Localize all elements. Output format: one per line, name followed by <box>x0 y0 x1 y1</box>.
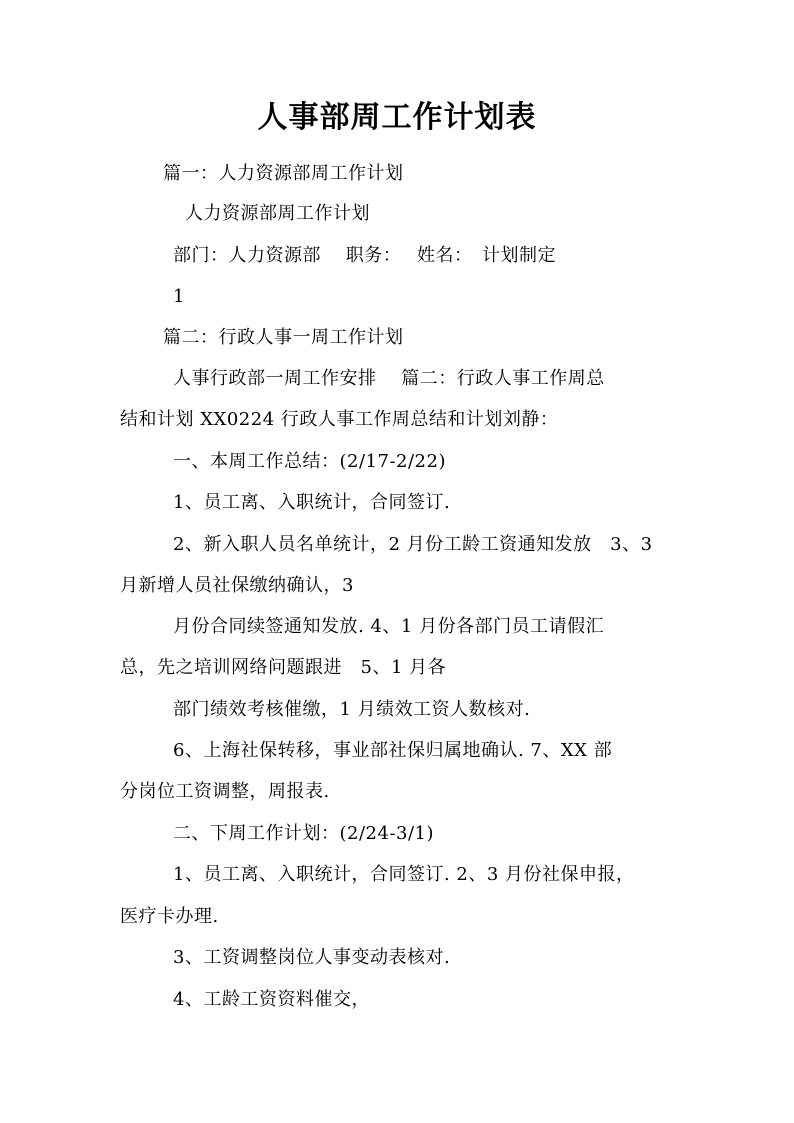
text-line: 月份合同续签通知发放. 4、1 月份各部门员工请假汇 <box>173 616 605 637</box>
text-line: 部门：人力资源部 职务： 姓名： 计划制定 <box>173 245 556 266</box>
text-line: 月新增人员社保缴纳确认，3 <box>120 575 354 596</box>
text-line: 一、本周工作总结：(2/17-2/22) <box>173 451 446 472</box>
text-line: 人力资源部周工作计划 <box>185 203 370 224</box>
text-line: 分岗位工资调整，周报表. <box>120 781 330 802</box>
text-line: 结和计划 XX0224 行政人事工作周总结和计划刘静： <box>120 409 559 430</box>
text-line: 人事行政部一周工作安排 篇二：行政人事工作周总 <box>173 368 605 389</box>
text-line: 篇一：人力资源部周工作计划 <box>163 163 404 184</box>
text-line: 医疗卡办理. <box>120 906 219 927</box>
text-line: 1、员工离、入职统计，合同签订. 2、3 月份社保申报， <box>173 864 635 885</box>
document-title: 人事部周工作计划表 <box>257 100 537 135</box>
text-line: 2、新入职人员名单统计，2 月份工龄工资通知发放 3、3 <box>173 534 653 555</box>
text-line: 1、员工离、入职统计，合同签订. <box>173 492 451 513</box>
text-line: 二、下周工作计划：(2/24-3/1) <box>173 823 435 844</box>
text-line: 4、工龄工资资料催交， <box>173 989 370 1010</box>
text-line: 部门绩效考核催缴，1 月绩效工资人数核对. <box>173 699 531 720</box>
text-line: 1 <box>173 286 185 307</box>
text-line: 3、工资调整岗位人事变动表核对. <box>173 947 451 968</box>
text-line: 总，先之培训网络问题跟进 5、1 月各 <box>120 657 447 678</box>
text-line: 篇二：行政人事一周工作计划 <box>163 327 404 348</box>
text-line: 6、上海社保转移，事业部社保归属地确认. 7、XX 部 <box>173 740 613 761</box>
